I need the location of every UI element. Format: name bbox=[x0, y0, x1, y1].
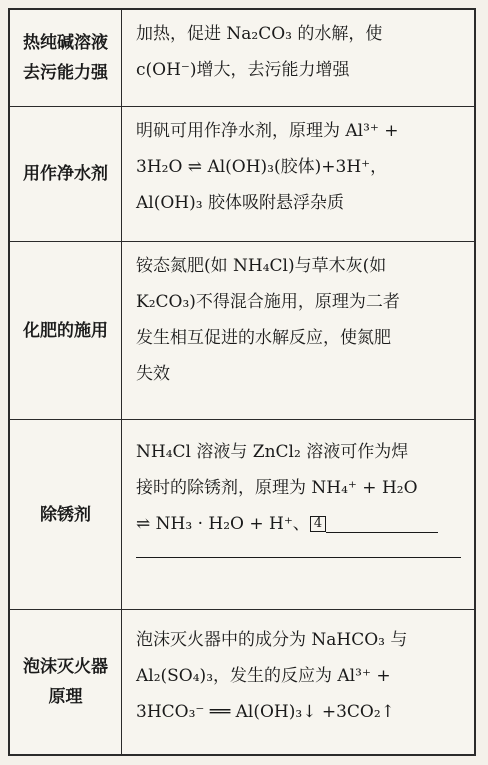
content-line: 铵态氮肥(如 NH₄Cl)与草木灰(如 bbox=[136, 256, 387, 276]
table-row-foam-extinguisher bbox=[10, 610, 474, 754]
table-row-water-purifier bbox=[10, 107, 474, 242]
row-label bbox=[10, 107, 122, 241]
row-label-line: 化肥的施用 bbox=[23, 320, 108, 341]
row-label bbox=[10, 10, 122, 106]
row-content bbox=[122, 107, 474, 241]
content-line: 发生相互促进的水解反应，使氮肥 bbox=[136, 328, 391, 348]
content-line: 明矾可用作净水剂，原理为 Al³⁺ + bbox=[136, 121, 399, 141]
row-content bbox=[122, 242, 474, 419]
content-line: 3H₂O ⇌ Al(OH)₃(胶体)+3H⁺， bbox=[136, 157, 388, 177]
row-content bbox=[122, 420, 474, 609]
answer-blank-line[interactable] bbox=[136, 556, 461, 558]
hydrolysis-applications-table bbox=[8, 8, 476, 756]
content-line: K₂CO₃)不得混合施用，原理为二者 bbox=[136, 292, 400, 312]
content-line: 3HCO₃⁻ ══ Al(OH)₃↓ +3CO₂↑ bbox=[136, 702, 395, 722]
row-content bbox=[122, 610, 474, 754]
content-line: 接时的除锈剂，原理为 NH₄⁺ + H₂O bbox=[136, 478, 418, 498]
table-row-hot-soda bbox=[10, 10, 474, 107]
table-row-fertilizer bbox=[10, 242, 474, 420]
content-line: Al₂(SO₄)₃，发生的反应为 Al³⁺ + bbox=[136, 666, 391, 686]
row-label-line: 热纯碱溶液 bbox=[23, 33, 108, 53]
blank-number-box: 4 bbox=[310, 516, 326, 532]
row-label-line: 除锈剂 bbox=[40, 504, 91, 525]
content-line: 失效 bbox=[136, 364, 170, 384]
content-line: Al(OH)₃ 胶体吸附悬浮杂质 bbox=[136, 193, 344, 213]
table-row-rust-remover bbox=[10, 420, 474, 610]
answer-blank[interactable] bbox=[326, 514, 438, 533]
row-label bbox=[10, 610, 122, 754]
row-label bbox=[10, 420, 122, 609]
content-line: c(OH⁻)增大，去污能力增强 bbox=[136, 60, 350, 80]
row-label-line: 用作净水剂 bbox=[23, 164, 108, 184]
content-line: 加热，促进 Na₂CO₃ 的水解，使 bbox=[136, 24, 383, 44]
row-label bbox=[10, 242, 122, 419]
content-line: 泡沫灭火器中的成分为 NaHCO₃ 与 bbox=[136, 630, 408, 650]
row-label-line: 泡沫灭火器 bbox=[23, 657, 108, 677]
row-label-line: 去污能力强 bbox=[23, 63, 108, 83]
equation-text: ⇌ NH₃ · H₂O + H⁺、 bbox=[136, 514, 310, 534]
row-label-line: 原理 bbox=[48, 687, 83, 707]
content-line bbox=[136, 506, 464, 542]
content-line: NH₄Cl 溶液与 ZnCl₂ 溶液可作为焊 bbox=[136, 442, 409, 462]
row-content bbox=[122, 10, 474, 106]
